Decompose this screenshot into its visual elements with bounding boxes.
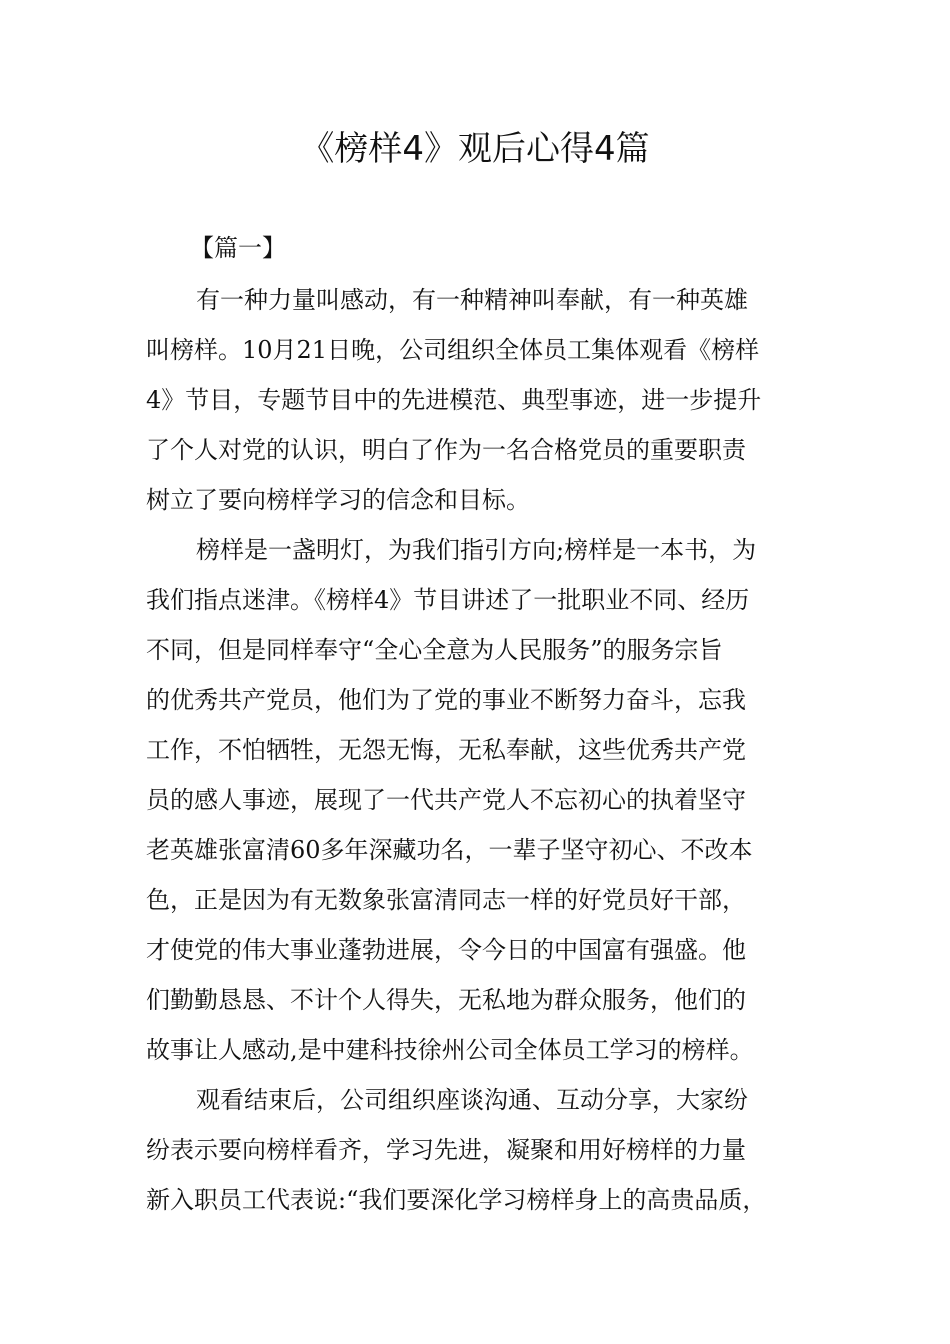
text-line: 了个人对党的认识，明白了作为一名合格党员的重要职责 [146, 436, 746, 464]
text-line: 纷表示要向榜样看齐，学习先进，凝聚和用好榜样的力量 [146, 1136, 746, 1164]
text-line: 树立了要向榜样学习的信念和目标。 [146, 486, 530, 514]
text-line: 故事让人感动,是中建科技徐州公司全体员工学习的榜样。 [146, 1036, 754, 1064]
text-line: 观看结束后，公司组织座谈沟通、互动分享，大家纷 [196, 1086, 748, 1114]
text-line: 员的感人事迹，展现了一代共产党人不忘初心的执着坚守 [146, 786, 746, 814]
text-line: 的优秀共产党员，他们为了党的事业不断努力奋斗，忘我 [146, 686, 746, 714]
text-line: 榜样是一盏明灯，为我们指引方向;榜样是一本书，为 [196, 536, 757, 564]
text-line: 有一种力量叫感动，有一种精神叫奉献，有一种英雄 [196, 286, 748, 314]
text-line: 不同，但是同样奉守“全心全意为人民服务”的服务宗旨 [146, 636, 723, 664]
text-line: 新入职员工代表说:“我们要深化学习榜样身上的高贵品质， [146, 1186, 767, 1214]
text-line: 我们指点迷津。《榜样4》节目讲述了一批职业不同、经历 [146, 586, 750, 614]
text-line: 工作，不怕牺牲，无怨无悔，无私奉献，这些优秀共产党 [146, 736, 746, 764]
text-line: 老英雄张富清60多年深藏功名，一辈子坚守初心、不改本 [146, 836, 753, 864]
text-line: 色，正是因为有无数象张富清同志一样的好党员好干部， [146, 886, 746, 914]
text-line: 才使党的伟大事业蓬勃进展，令今日的中国富有强盛。他 [146, 936, 746, 964]
section-label: 【篇一】 [190, 234, 286, 262]
text-line: 们勤勤恳恳、不计个人得失，无私地为群众服务，他们的 [146, 986, 746, 1014]
document-title: 《榜样4》观后心得4篇 [300, 129, 650, 169]
text-line: 4》节目，专题节目中的先进模范、典型事迹，进一步提升 [146, 386, 762, 414]
text-line: 叫榜样。10月21日晚，公司组织全体员工集体观看《榜样 [146, 336, 760, 364]
